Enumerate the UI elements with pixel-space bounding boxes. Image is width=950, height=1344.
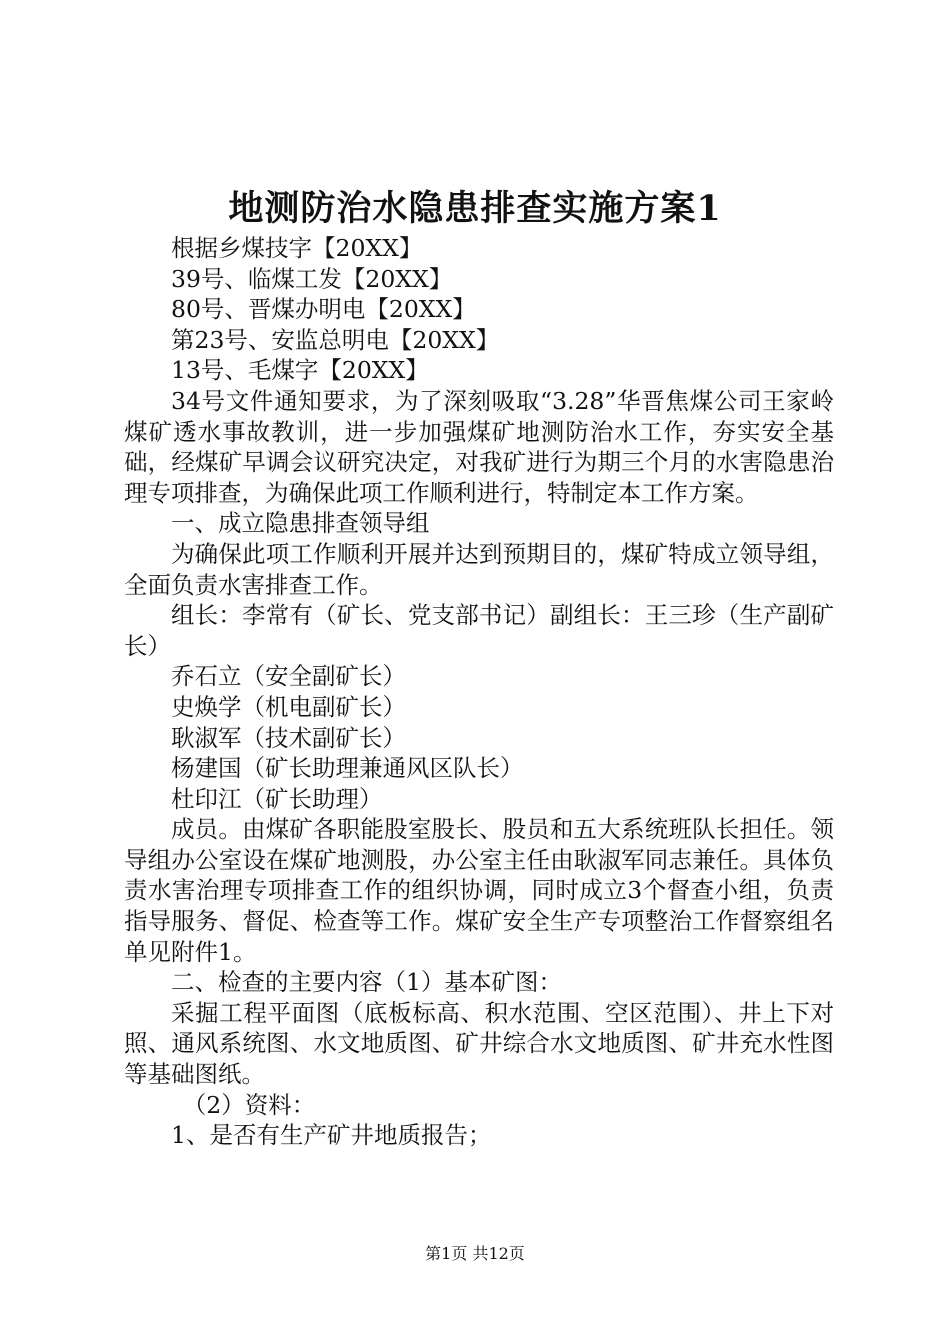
paragraph-member-3: 耿淑军（技术副矿长） <box>171 723 406 752</box>
paragraph-member-1: 乔石立（安全副矿长） <box>171 662 406 691</box>
subheading-materials: （2）资料： <box>182 1090 316 1119</box>
paragraph-ref-1: 根据乡煤技字【20XX】 <box>171 234 423 262</box>
paragraph-maps: 采掘工程平面图（底板标高、积水范围、空区范围）、井上下对照、通风系统图、水文地质图、矿井综合水文地质图、矿井充水性图等基础图纸。 <box>124 998 834 1089</box>
page-footer: 第1页 共12页 <box>425 1244 525 1263</box>
paragraph-member-5: 杜印江（矿长助理） <box>171 784 383 813</box>
paragraph-leadership-purpose: 为确保此项工作顺利开展并达到预期目的，煤矿特成立领导组，全面负责水害排查工作。 <box>124 539 834 599</box>
paragraph-member-4: 杨建国（矿长助理兼通风区队长） <box>171 754 524 783</box>
paragraph-intro: 34号文件通知要求，为了深刻吸取“3.28”华晋焦煤公司王家岭煤矿透水事故教训，进一步加强煤矿地测防治水工作，夯实安全基础，经煤矿早调会议研究决定，对我矿进行为期三个月的水害隐患治理专项排查，为确保此项工作顺利进行，特制定本工作方案。 <box>124 386 834 507</box>
paragraph-item-1: 1、是否有生产矿井地质报告； <box>171 1121 492 1150</box>
document-title: 地测防治水隐患排查实施方案1 <box>228 188 722 229</box>
document-body <box>124 233 834 1151</box>
paragraph-member-2: 史焕学（机电副矿长） <box>171 692 406 721</box>
paragraph-ref-4: 第23号、安监总明电【20XX】 <box>171 325 500 354</box>
paragraph-ref-5: 13号、毛煤字【20XX】 <box>171 356 429 385</box>
section-heading-2: 二、检查的主要内容（1）基本矿图： <box>171 968 562 997</box>
paragraph-members: 成员。由煤矿各职能股室股长、股员和五大系统班队长担任。领导组办公室设在煤矿地测股，办公室主任由耿淑军同志兼任。具体负责水害治理专项排查工作的组织协调，同时成立3个督查小组，负责指导服务、督促、检查等工作。煤矿安全生产专项整治工作督察组名单见附件1。 <box>124 815 834 966</box>
paragraph-ref-3: 80号、晋煤办明电【20XX】 <box>171 295 476 324</box>
paragraph-ref-2: 39号、临煤工发【20XX】 <box>171 264 453 293</box>
paragraph-leaders: 组长：李常有（矿长、党支部书记）副组长：王三珍（生产副矿长） <box>124 601 834 660</box>
section-heading-1: 一、成立隐患排查领导组 <box>171 509 430 538</box>
